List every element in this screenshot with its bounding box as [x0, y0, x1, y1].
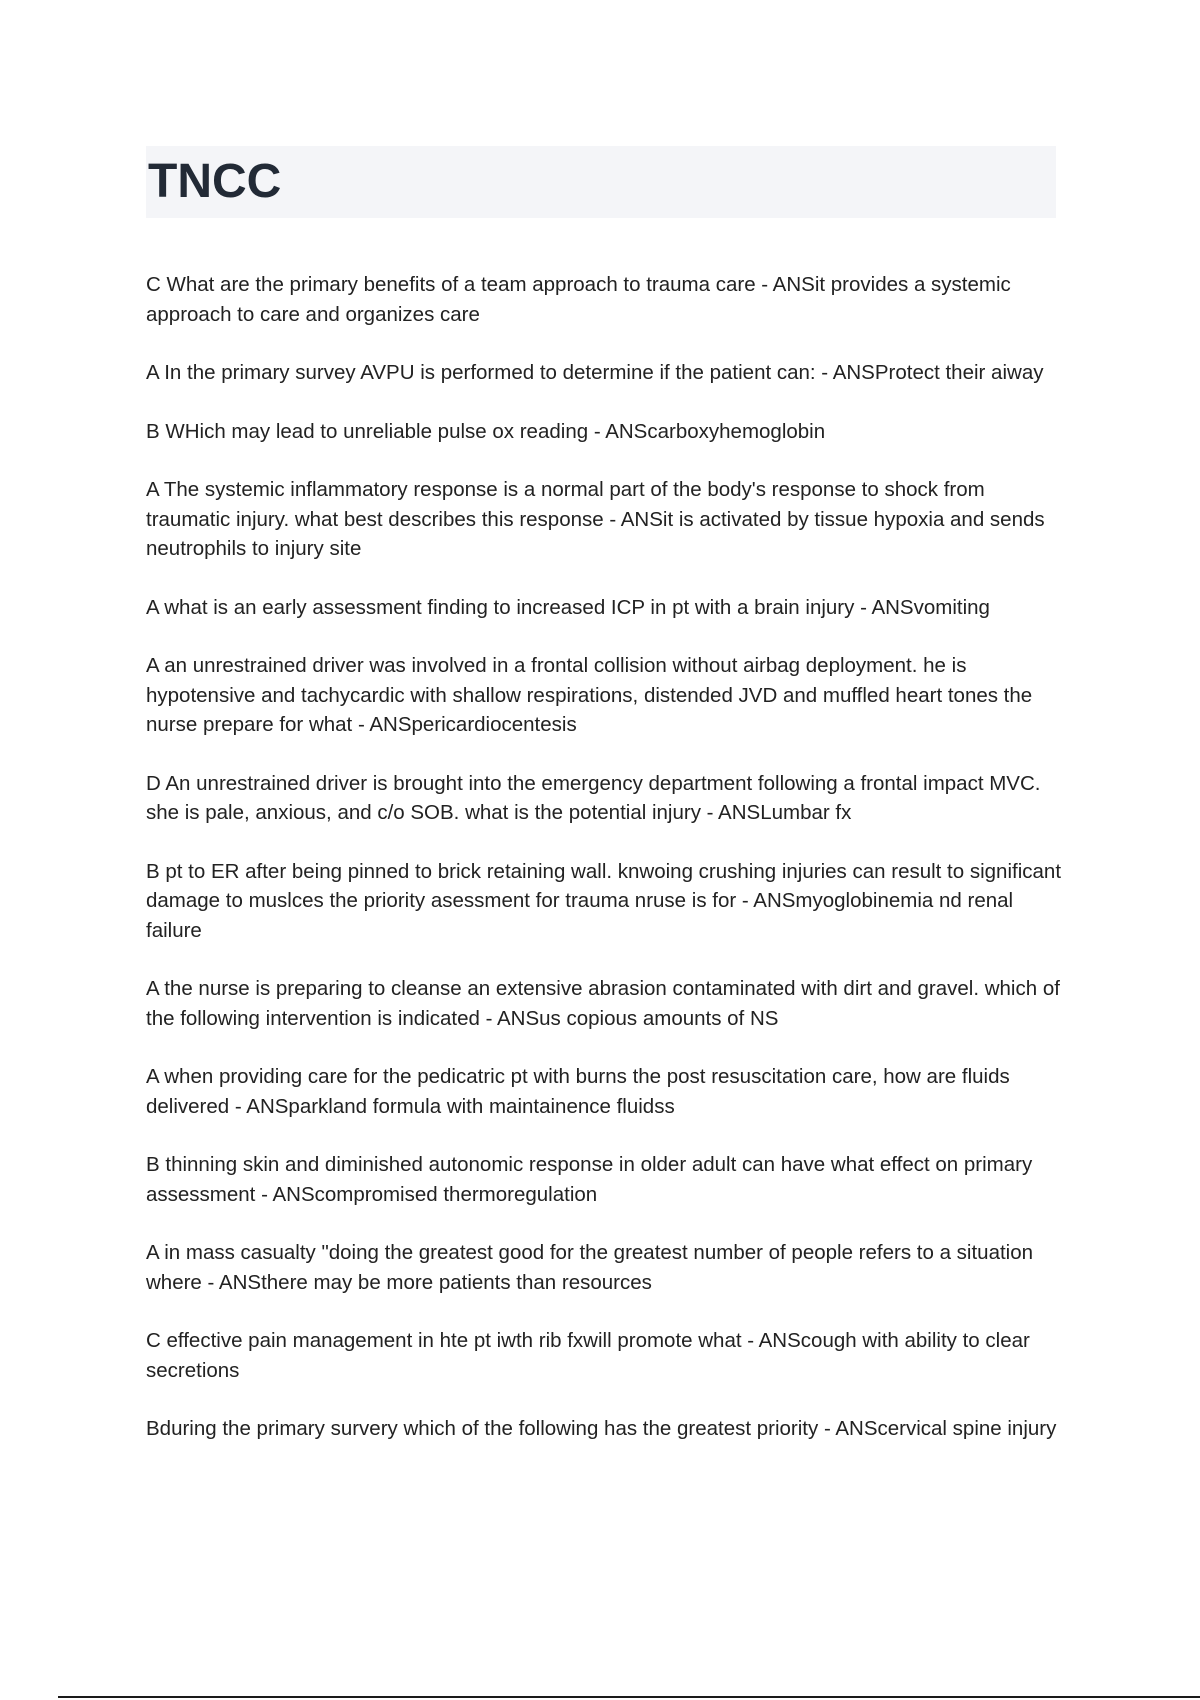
- qa-item-12: A in mass casualty "doing the greatest good for the greatest number of people refers to a situation where - ANSthere may be more patients than resources: [146, 1241, 1034, 1294]
- qa-item-13: C effective pain management in hte pt iwth rib fxwill promote what - ANScough with ability to clear secretions: [146, 1329, 1030, 1382]
- question-answer-list: [146, 270, 1061, 1473]
- qa-item-1: C What are the primary benefits of a team approach to trauma care - ANSit provides a systemic approach to care and organizes care: [146, 273, 1011, 326]
- footer-divider: [58, 1696, 1200, 1698]
- qa-item-11: B thinning skin and diminished autonomic response in older adult can have what effect on primary assessment - ANScompromised thermoregulation: [146, 1153, 1033, 1206]
- qa-item-14: Bduring the primary survery which of the following has the greatest priority - ANScervical spine injury: [146, 1417, 1057, 1440]
- qa-item-10: A when providing care for the pedicatric pt with burns the post resuscitation care, how are fluids delivered - ANSparkland formula with maintainence fluidss: [146, 1065, 1010, 1118]
- document-title: TNCC: [148, 155, 282, 208]
- qa-item-2: A In the primary survey AVPU is performed to determine if the patient can: - ANSProtect their aiway: [146, 361, 1044, 384]
- qa-item-7: D An unrestrained driver is brought into the emergency department following a frontal impact MVC. she is pale, anxious, and c/o SOB. what is the potential injury - ANSLumbar fx: [146, 771, 1041, 824]
- qa-item-9: A the nurse is preparing to cleanse an extensive abrasion contaminated with dirt and gravel. which of the following intervention is indicated - ANSus copious amounts of NS: [146, 977, 1060, 1030]
- qa-item-5: A what is an early assessment finding to increased ICP in pt with a brain injury - ANSvomiting: [146, 595, 990, 619]
- qa-item-6: A an unrestrained driver was involved in a frontal collision without airbag deployment. he is hypotensive and tachycardic with shallow respirations, distended JVD and muffled heart tones the nurse prepare for what - ANSpericardiocentesis: [146, 654, 1033, 736]
- qa-item-4: A The systemic inflammatory response is a normal part of the body's response to shock from traumatic injury. what best describes this response - ANSit is activated by tissue hypoxia and sends neutrophils to injury site: [146, 478, 1045, 560]
- qa-item-3: B WHich may lead to unreliable pulse ox reading - ANScarboxyhemoglobin: [146, 419, 826, 443]
- qa-item-8: B pt to ER after being pinned to brick retaining wall. knwoing crushing injuries can result to significant damage to muslces the priority asessment for trauma nruse is for - ANSmyoglobinemia nd renal failure: [146, 859, 1062, 942]
- title-banner: [146, 146, 1056, 218]
